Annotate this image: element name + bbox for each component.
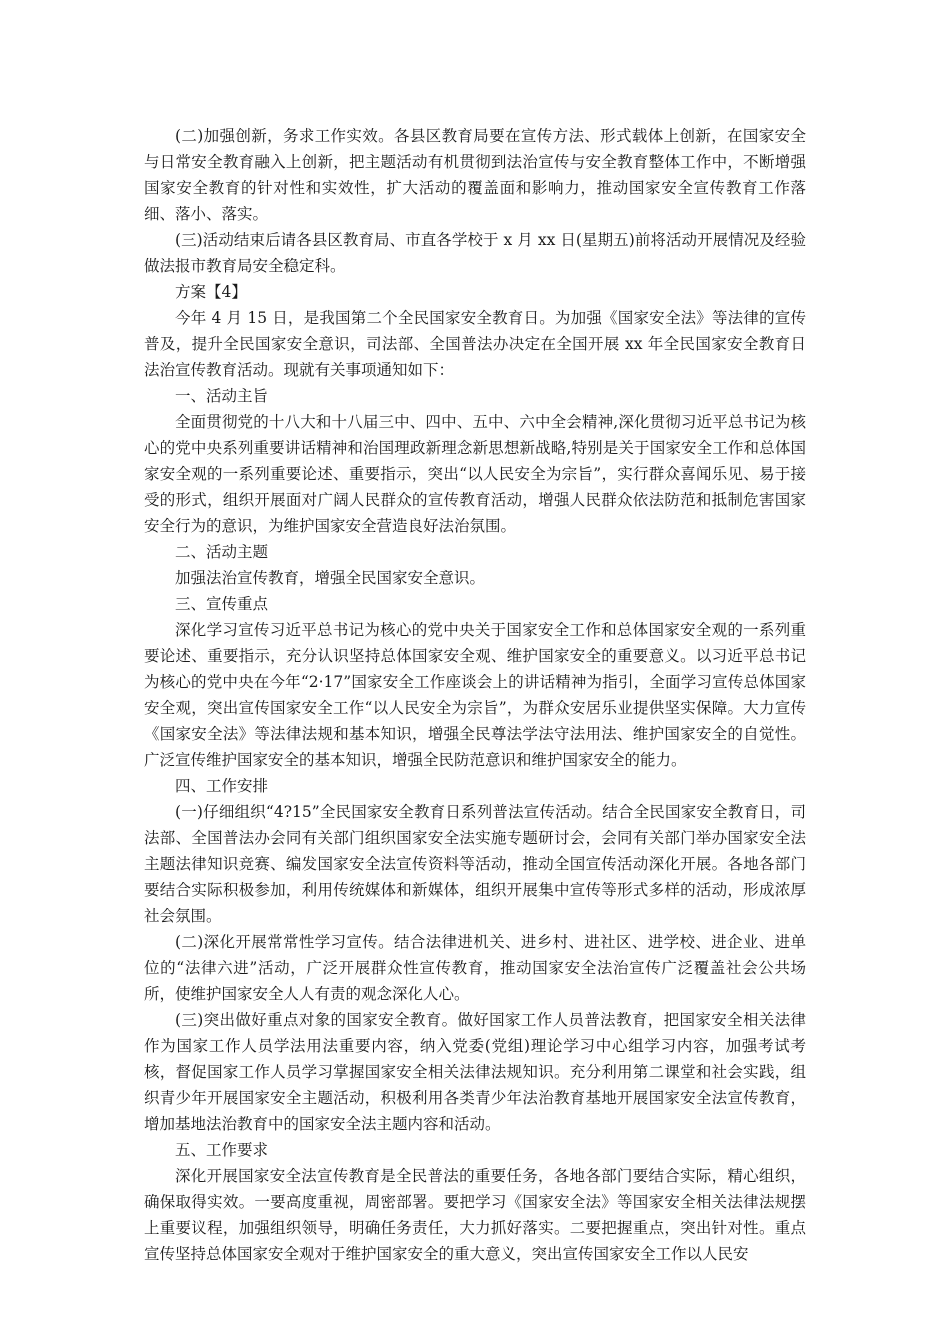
paragraph-requirements: 深化开展国家安全法宣传教育是全民普法的重要任务，各地各部门要结合实际，精心组织，确保取得实效。一要高度重视，周密部署。要把学习《国家安全法》等国家安全相关法律法规摆上重要议程，加强组织领导，明确任务责任，大力抓好落实。二要把握重点，突出针对性。重点宣传坚持总体国家安全观对于维护国家安全的重大意义，突出宣传国家安全工作以人民安: [144, 1167, 806, 1263]
paragraph-arrangement-1: (一)仔细组织“4?15”全民国家安全教育日系列普法宣传活动。结合全民国家安全教育日，司法部、全国普法办会同有关部门组织国家安全法实施专题研讨会，会同有关部门举办国家安全法主题法律知识竞赛、编发国家安全法宣传资料等活动，推动全国宣传活动深化开展。各地各部门要结合实际积极参加，利用传统媒体和新媒体，组织开展集中宣传等形式多样的活动，形成浓厚社会氛围。: [144, 803, 806, 925]
section-heading-arrangement: 四、工作安排: [175, 777, 269, 795]
paragraph-theme: 加强法治宣传教育，增强全民国家安全意识。: [175, 569, 486, 587]
paragraph-arrangement-3: (三)突出做好重点对象的国家安全教育。做好国家工作人员普法教育，把国家安全相关法律作为国家工作人员学法用法重要内容，纳入党委(党组)理论学习中心组学习内容，加强考试考核，督促国家工作人员学习掌握国家安全相关法律法规知识。充分利用第二课堂和社会实践，组织青少年开展国家安全主题活动，积极利用各类青少年法治教育基地开展国家安全法宣传教育，增加基地法治教育中的国家安全法主题内容和活动。: [144, 1011, 806, 1133]
section-heading-purpose: 一、活动主旨: [175, 387, 269, 405]
paragraph-focus: 深化学习宣传习近平总书记为核心的党中央关于国家安全工作和总体国家安全观的一系列重要论述、重要指示，充分认识坚持总体国家安全观、维护国家安全的重要意义。以习近平总书记为核心的党中央在今年“2·17”国家安全工作座谈会上的讲话精神为指引，全面学习宣传总体国家安全观，突出宣传国家安全工作“以人民安全为宗旨”，为群众安居乐业提供坚实保障。大力宣传《国家安全法》等法律法规和基本知识，增强全民尊法学法守法用法、维护国家安全的自觉性。广泛宣传维护国家安全的基本知识，增强全民防范意识和维护国家安全的能力。: [144, 621, 806, 769]
section-heading-theme: 二、活动主题: [175, 543, 269, 561]
paragraph-report-deadline: (三)活动结束后请各县区教育局、市直各学校于 x 月 xx 日(星期五)前将活动开展情况及经验做法报市教育局安全稳定科。: [144, 231, 806, 275]
paragraph-intro: 今年 4 月 15 日，是我国第二个全民国家安全教育日。为加强《国家安全法》等法律的宣传普及，提升全民国家安全意识，司法部、全国普法办决定在全国开展 xx 年全民国家安全教育日法治宣传教育活动。现就有关事项通知如下：: [144, 309, 806, 379]
paragraph-arrangement-2: (二)深化开展常常性学习宣传。结合法律进机关、进乡村、进社区、进学校、进企业、进单位的“法律六进”活动，广泛开展群众性宣传教育，推动国家安全法治宣传广泛覆盖社会公共场所，使维护国家安全人人有责的观念深化人心。: [144, 933, 806, 1003]
paragraph-purpose: 全面贯彻党的十八大和十八届三中、四中、五中、六中全会精神,深化贯彻习近平总书记为核心的党中央系列重要讲话精神和治国理政新理念新思想新战略,特别是关于国家安全工作和总体国家安全观的一系列重要论述、重要指示，突出“以人民安全为宗旨”，实行群众喜闻乐见、易于接受的形式，组织开展面对广阔人民群众的宣传教育活动，增强人民群众依法防范和抵制危害国家安全行为的意识，为维护国家安全营造良好法治氛围。: [144, 413, 806, 535]
section-heading-plan-4: 方案【4】: [175, 283, 247, 301]
paragraph-innovation: (二)加强创新，务求工作实效。各县区教育局要在宣传方法、形式载体上创新，在国家安全与日常安全教育融入上创新，把主题活动有机贯彻到法治宣传与安全教育整体工作中，不断增强国家安全教育的针对性和实效性，扩大活动的覆盖面和影响力，推动国家安全宣传教育工作落细、落小、落实。: [144, 127, 806, 223]
document-body: [144, 123, 806, 1267]
section-heading-requirements: 五、工作要求: [175, 1141, 269, 1159]
section-heading-focus: 三、宣传重点: [175, 595, 269, 613]
